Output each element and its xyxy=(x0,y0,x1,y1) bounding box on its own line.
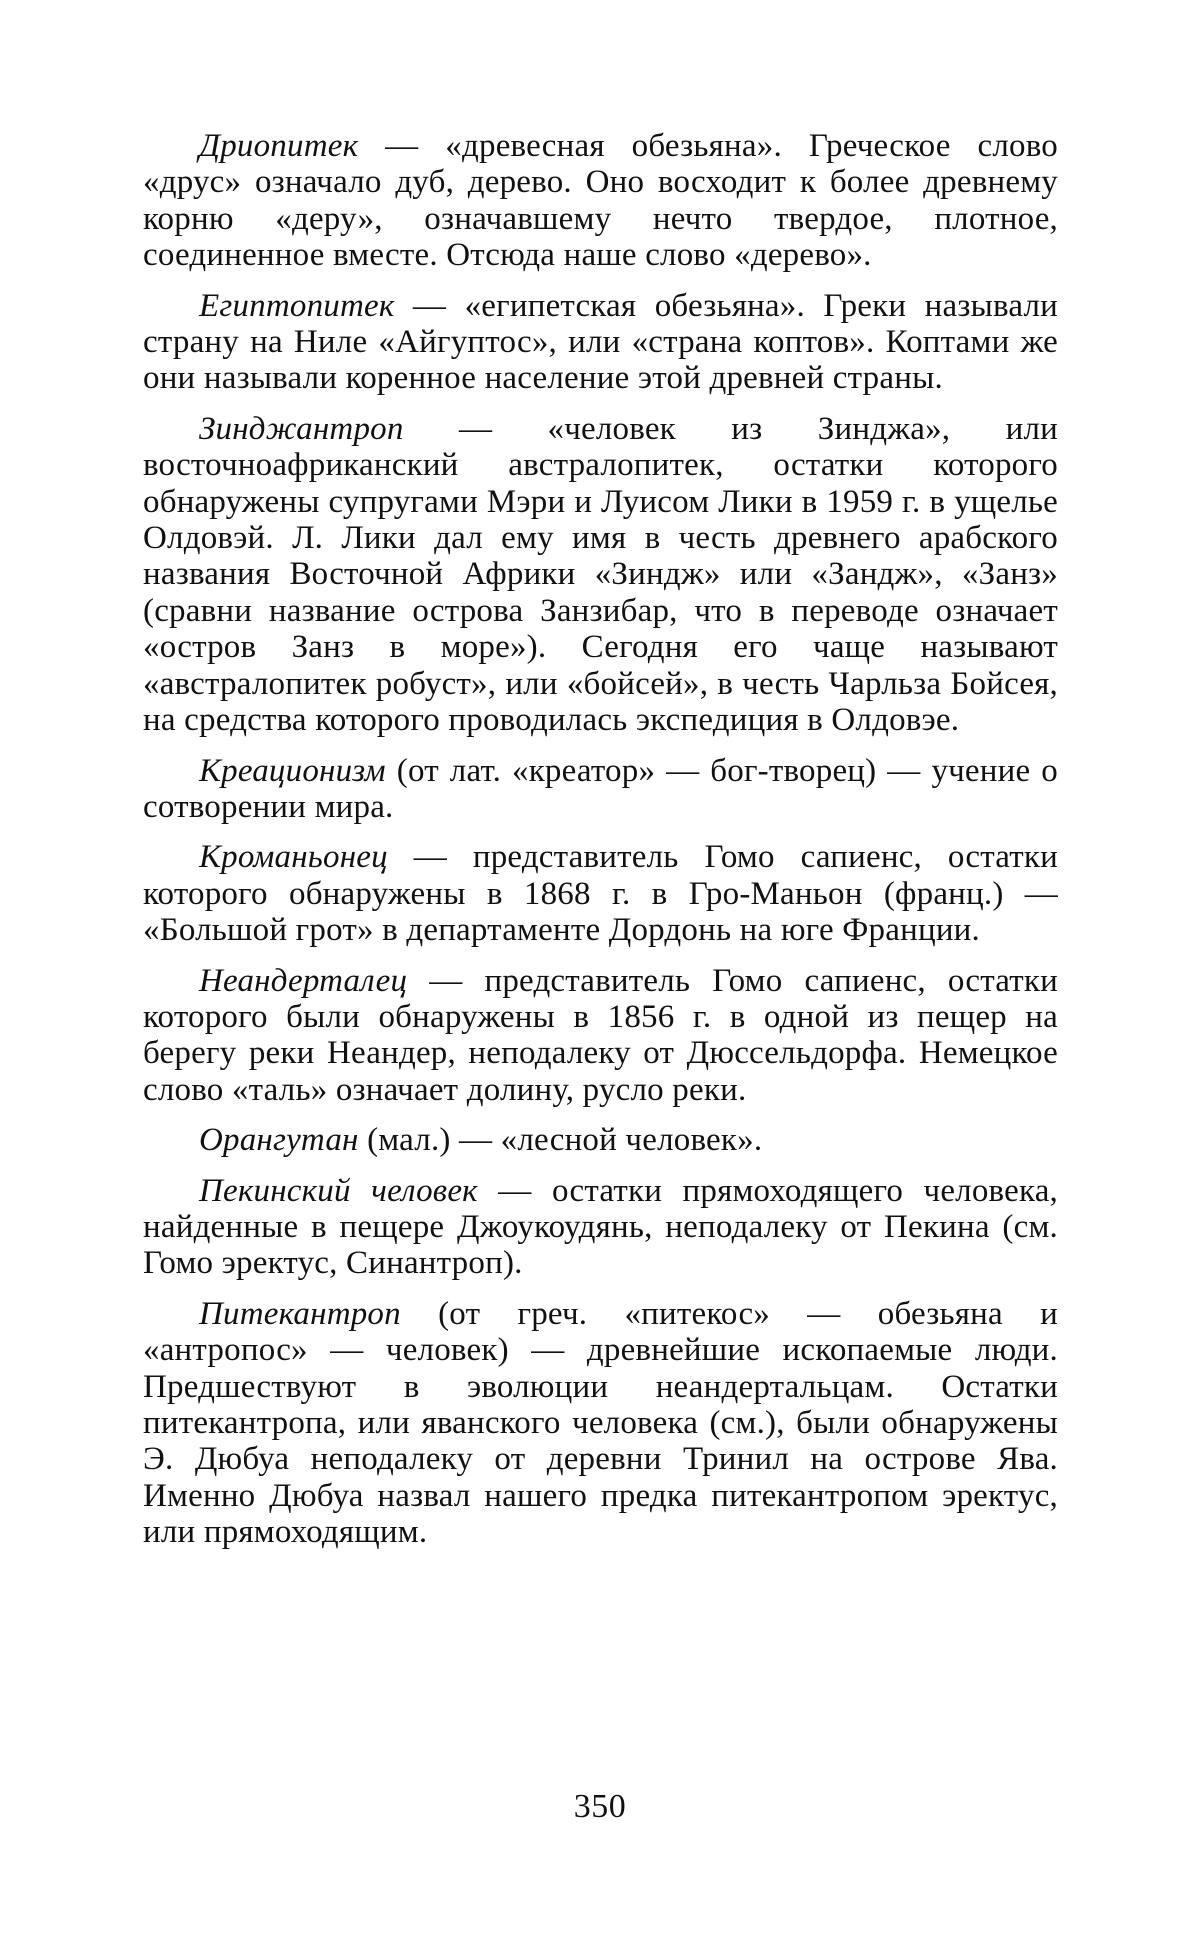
entry-term: Пекинский человек xyxy=(199,1172,478,1209)
entry-kromanonets xyxy=(143,839,1058,948)
entry-term: Зинджантроп xyxy=(199,410,404,447)
entry-term: Питекантроп xyxy=(199,1295,401,1332)
entry-term: Орангутан xyxy=(199,1122,359,1159)
entry-text: — «древесная обезьяна». Греческое слово «друс» означало дуб, дерево. Оно восходит к более древнему корню «деру», означавшему нечто твердое, плотное, соединенное вместе. Отсюда наше слово «дерево». xyxy=(143,128,1058,274)
entry-orangutan xyxy=(143,1122,1058,1158)
entry-neandertalets xyxy=(143,963,1058,1109)
entry-term: Дриопитек xyxy=(199,128,359,164)
entry-text: (от греч. «питекос» — обезьяна и «антропос» — человек) — древнейшие ископаемые люди. Предшествуют в эволюции неандертальцам. Остатки питекантропа, или яванского человека (см.), были обнаружены Э. Дюбуа неподалеку от деревни Тринил на острове Ява. Именно Дюбуа назвал нашего предка питекантропом эректус, или прямоходящим. xyxy=(143,1295,1058,1551)
entry-zindzhantrop xyxy=(143,411,1058,739)
entry-text: — «египетская обезьяна». Греки называли страну на Ниле «Айгуптос», или «страна коптов». Коптами же они называли коренное население этой древней страны. xyxy=(143,287,1058,397)
entry-term: Неандерталец xyxy=(199,962,408,999)
entry-text: (от лат. «креатор» — бог-творец) — учение о сотворении мира. xyxy=(143,752,1058,825)
entry-term: Египтопитек xyxy=(199,287,395,324)
entry-text: — представитель Гомо сапиенс, остатки которого обнаружены в 1868 г. в Гро-Маньон (франц.) — «Большой грот» в департаменте Дордонь на юге Франции. xyxy=(143,839,1058,949)
page-body xyxy=(143,128,1058,1565)
entry-text: — представитель Гомо сапиенс, остатки которого были обнаружены в 1856 г. в одной из пещер на берегу реки Неандер, неподалеку от Дюссельдорфа. Немецкое слово «таль» означает долину, русло реки. xyxy=(143,962,1058,1108)
page-number: 350 xyxy=(573,1788,627,1825)
entry-text: (мал.) — «лесной человек». xyxy=(358,1122,763,1159)
entry-pekinskiy-chelovek xyxy=(143,1173,1058,1282)
entry-text: — остатки прямоходящего человека, найденные в пещере Джоукоудянь, неподалеку от Пекина (см. Гомо эректус, Синантроп). xyxy=(143,1172,1058,1282)
entry-pitekantrop xyxy=(143,1296,1058,1551)
entry-egiptopitek xyxy=(143,288,1058,397)
entry-term: Креационизм xyxy=(199,752,386,789)
entry-kreatsionizm xyxy=(143,753,1058,826)
entry-driopitek xyxy=(143,128,1058,274)
entry-term: Кроманьонец xyxy=(199,839,388,876)
entry-text: — «человек из Зинджа», или восточноафриканский австралопитек, остатки которого обнаружены супругами Мэри и Луисом Лики в 1959 г. в ущелье Олдовэй. Л. Лики дал ему имя в честь древнего арабского названия Восточной Африки «Зиндж» или «Зандж», «Занз» (сравни название острова Занзибар, что в переводе означает «остров Занз в море»). Сегодня его чаще называют «австралопитек робуст», или «бойсей», в честь Чарльза Бойсея, на средства которого проводилась экспедиция в Олдовэе. xyxy=(143,410,1058,739)
